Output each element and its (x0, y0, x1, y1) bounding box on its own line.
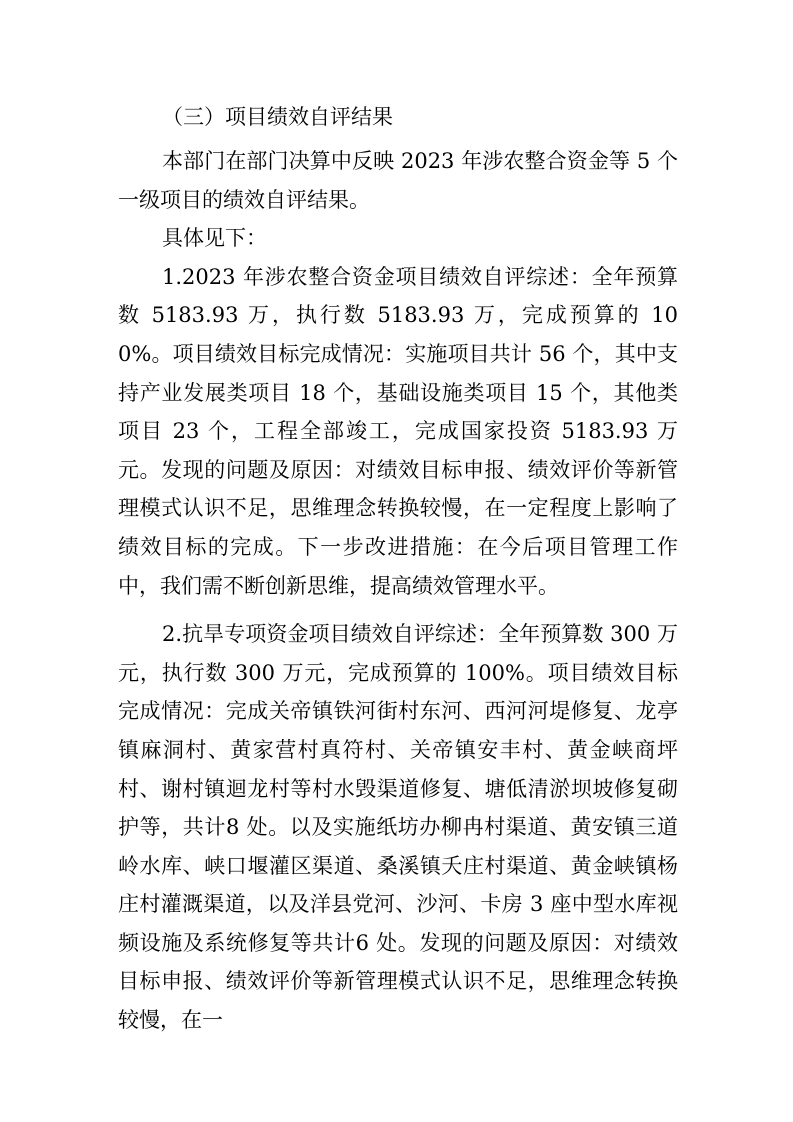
intro-paragraph: 本部门在部门决算中反映 2023 年涉农整合资金等 5 个一级项目的绩效自评结果。 (118, 149, 678, 212)
document-page (118, 100, 678, 1040)
project-1-paragraph: 1.2023 年涉农整合资金项目绩效自评综述：全年预算数 5183.93 万，执行数 5183.93 万，完成预算的 100%。项目绩效目标完成情况：实施项目共计 56 个，其中支持产业发展类项目 18 个，基础设施类项目 15 个，其他类项目 23 个，工程全部竣工，完成国家投资 5183.93 万元。发现的问题及原因：对绩效目标申报、绩效评价等新管理模式认识不足，思维理念转换较慢，在一定程度上影响了绩效目标的完成。下一步改进措施：在今后项目管理工作中，我们需不断创新思维，提高绩效管理水平。 (118, 264, 678, 598)
see-below-paragraph: 具体见下： (162, 226, 267, 251)
project-2-paragraph: 2.抗旱专项资金项目绩效自评综述：全年预算数 300 万元，执行数 300 万元，完成预算的 100%。项目绩效目标完成情况：完成关帝镇铁河街村东河、西河河堤修复、龙亭镇麻洞村、黄家营村真符村、关帝镇安丰村、黄金峡商坪村、谢村镇迴龙村等村水毁渠道修复、塘低清淤坝坡修复砌护等，共计8 处。以及实施纸坊办柳冉村渠道、黄安镇三道岭水库、峡口堰灌区渠道、桑溪镇夭庄村渠道、黄金峡镇杨庄村灌溉渠道，以及洋县党河、沙河、卡房 3 座中型水库视频设施及系统修复等共计6 处。发现的问题及原因：对绩效目标申报、绩效评价等新管理模式认识不足，思维理念转换较慢，在一 (118, 622, 678, 1033)
section-heading: （三）项目绩效自评结果 (162, 105, 393, 129)
